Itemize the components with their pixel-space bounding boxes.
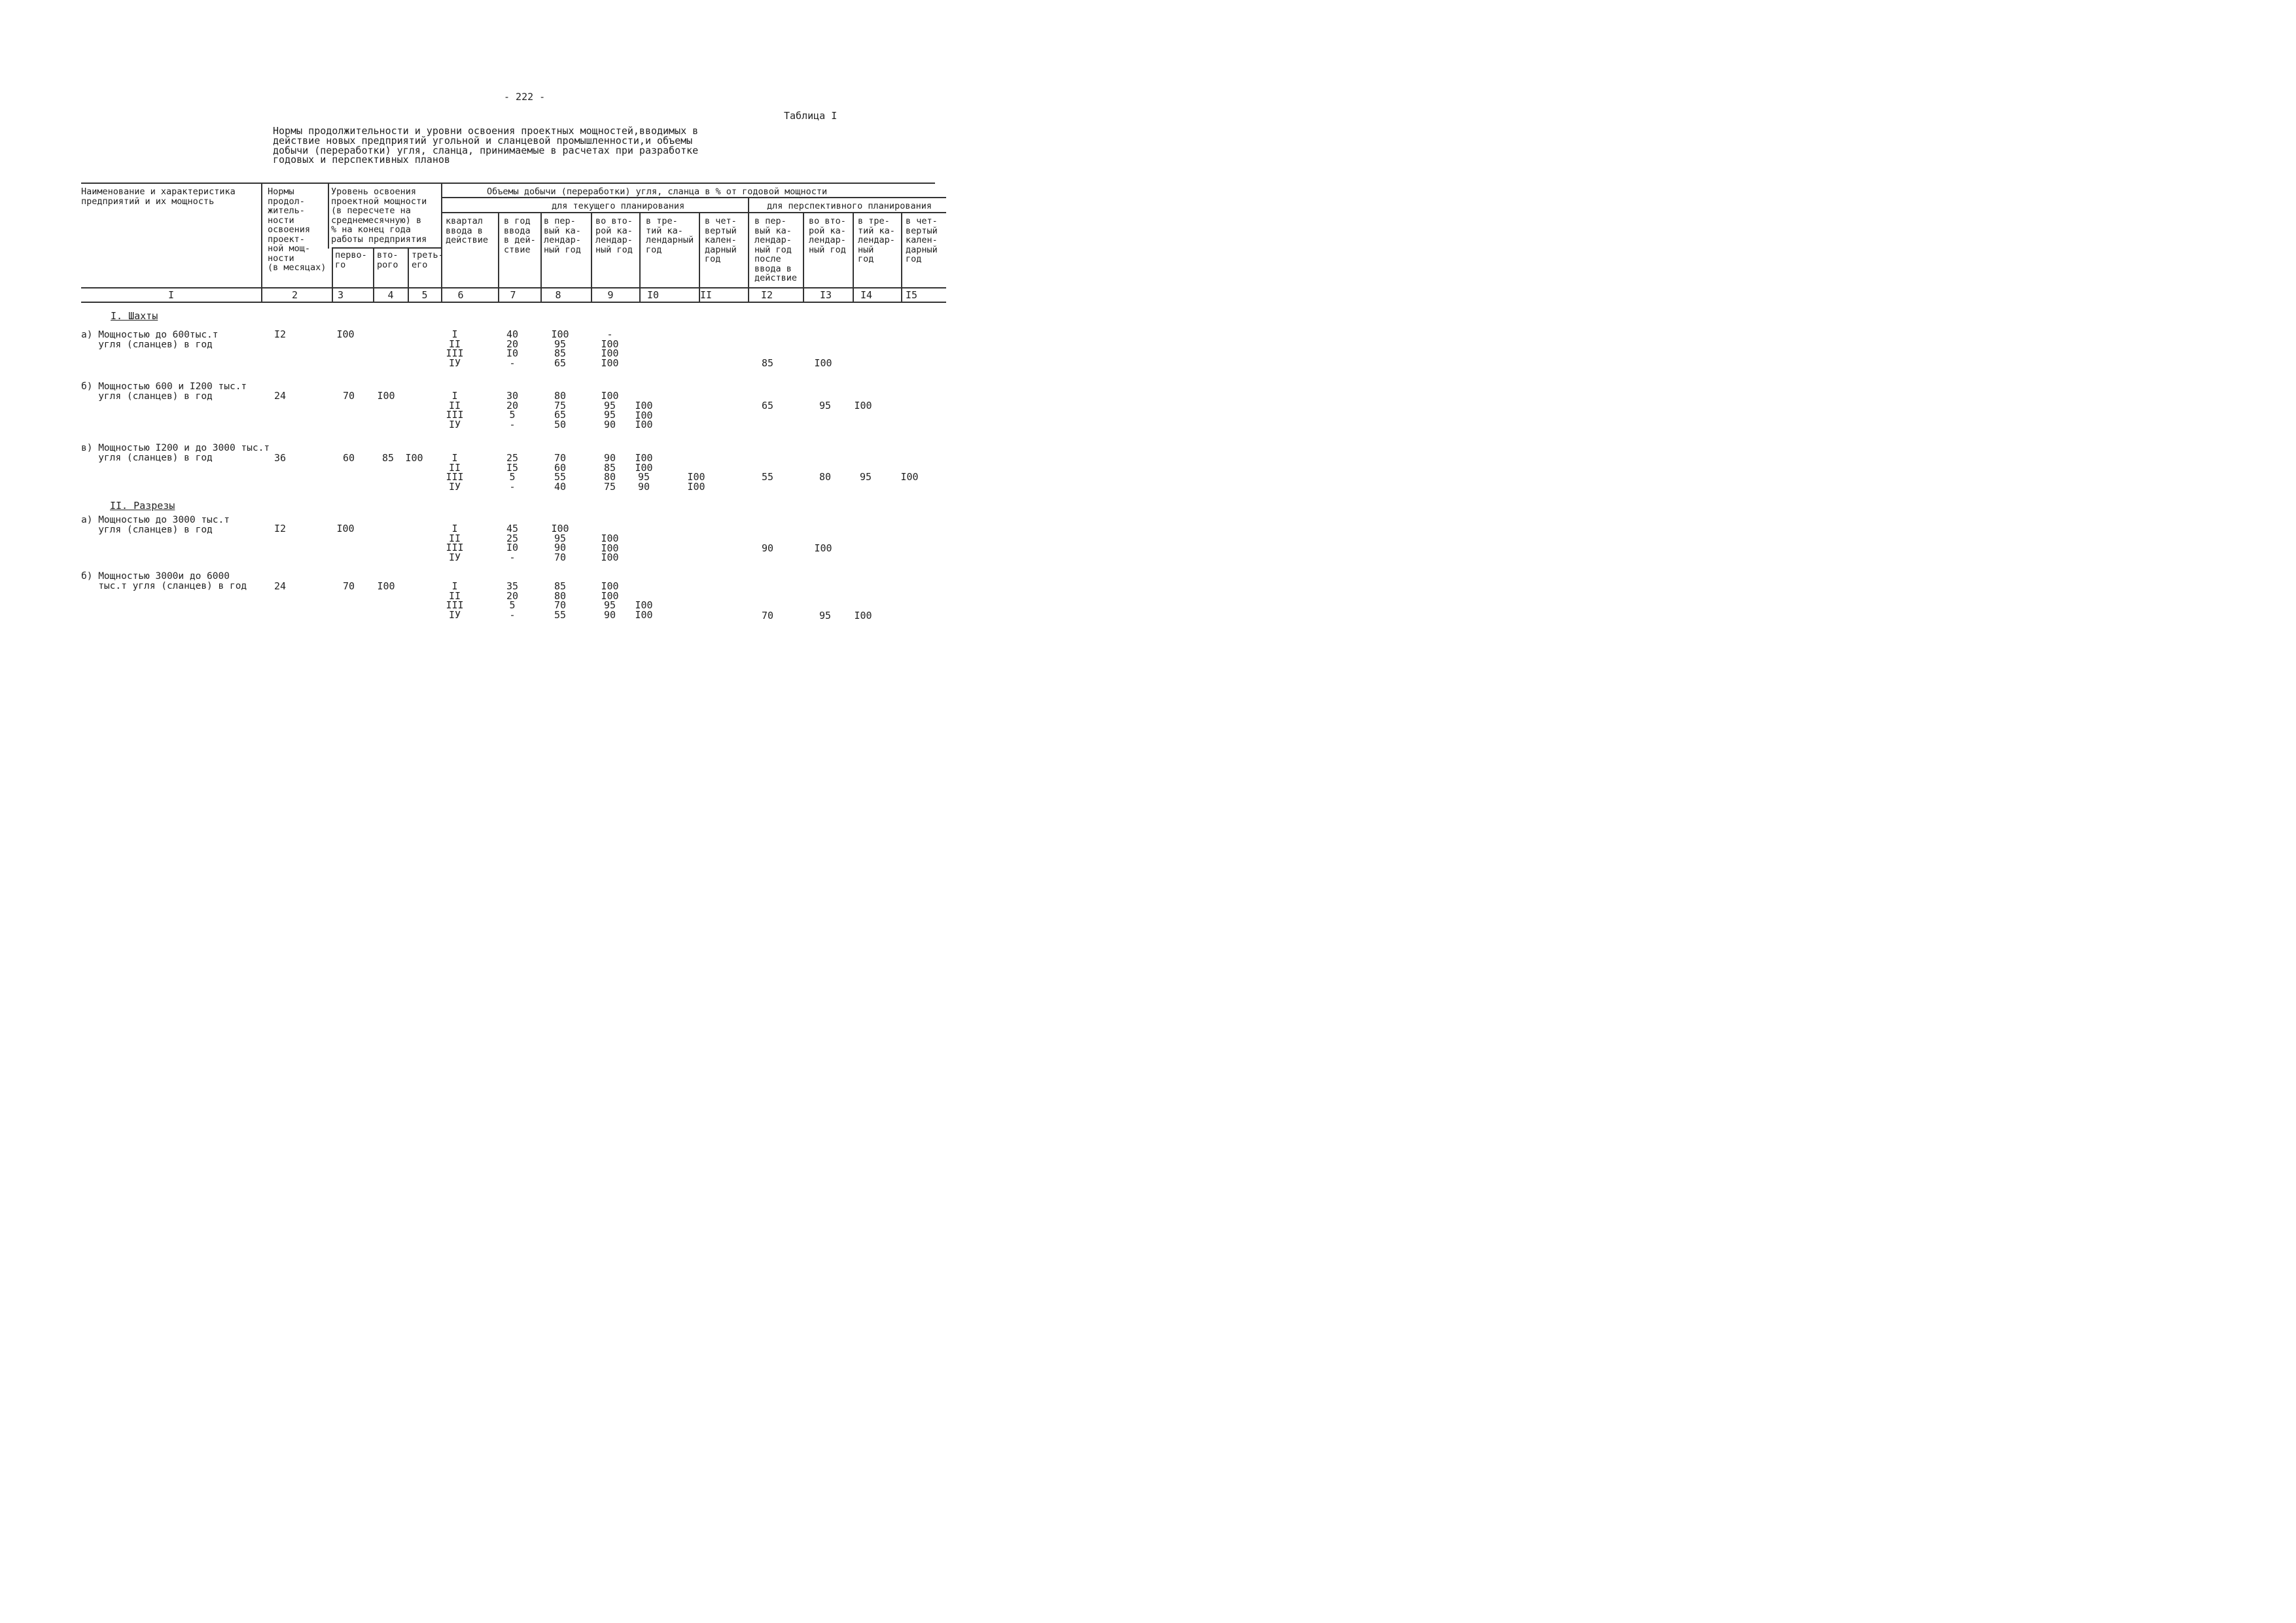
cell-c6: I II III IУ [446,328,464,369]
row-label: в) Мощностью I200 и до 3000 тыс.т угля (сланцев) в год [81,443,270,463]
cell-c8: 70 60 55 40 [554,452,567,493]
col-number: 5 [421,289,428,301]
col-number: I3 [819,289,832,301]
col-number: 8 [555,289,561,301]
cell-c7: 30 20 5 - [506,390,519,430]
header-col7: в год ввода в дей- ствие [504,216,536,255]
col-number: I2 [760,289,773,301]
cell-c12: 65 [761,400,774,411]
cell-c12: 90 [761,542,774,554]
cell-c5: I00 [405,452,423,464]
cell-c13: 95 [819,610,832,621]
header-col10: в тре- тий ка- лендарный год [646,216,694,255]
header-col3: перво- го [335,250,367,270]
col-number: 7 [510,289,516,301]
cell-c6: I II III IУ [446,580,464,621]
row-label: а) Мощностью до 600тыс.т угля (сланцев) в год [81,330,219,350]
col-number: 6 [457,289,464,301]
cell-c14: I00 [854,610,872,621]
cell-c12: 70 [761,610,774,621]
cell-c12: 55 [761,471,774,483]
cell-c15: I00 [900,471,919,483]
header-col12: в пер- вый ка- лендар- ный год после ввода в действие [754,216,798,283]
row-label: б) Мощностью 3000и до 6000 тыс.т угля (сланцев) в год [81,571,247,591]
header-col11: в чет- вертый кален- дарный год [705,216,737,264]
cell-c7: 35 20 5 - [506,580,519,621]
col-number: 3 [338,289,344,301]
cell-c3: 70 [342,390,355,402]
cell-c13: 95 [819,400,832,411]
page-number: - 222 - [504,91,546,103]
cell-c13: I00 [814,542,832,554]
cell-c14: 95 [859,471,872,483]
cell-c9: I00 95 95 90 [601,390,619,430]
cell-c7: 25 I5 5 - [506,452,519,493]
row-label: б) Мощностью 600 и I200 тыс.т угля (сланцев) в год [81,381,247,402]
cell-c3: I00 [336,328,355,340]
col-number: I4 [860,289,873,301]
cell-c7: 40 20 I0 - [506,328,519,369]
cell-c13: I00 [814,357,832,369]
header-level-group: Уровень освоения проектной мощности (в пересчете на среднемесячную) в % на конец года работы предприятия [331,186,427,245]
cell-c2: 24 [274,390,287,402]
cell-c4: I00 [377,390,395,402]
col-number: II [699,289,713,301]
cell-c13: 80 [819,471,832,483]
cell-c9: 90 85 80 75 [603,452,616,493]
header-col8: в пер- вый ка- лендар- ный год [544,216,581,255]
cell-c2: I2 [274,328,287,340]
col-number: I0 [646,289,660,301]
cell-c8: 80 75 65 50 [554,390,567,430]
cell-c6: I II III IУ [446,523,464,563]
section-title-mines: I. Шахты [111,310,158,322]
header-col6: квартал ввода в действие [446,216,489,245]
header-volume-group: Объемы добычи (переработки) угля, сланца в % от годовой мощности [487,186,828,197]
header-col9: во вто- рой ка- лендар- ный год [595,216,633,255]
header-future-group: для перспективного планирования [767,201,932,211]
header-col15: в чет- вертый кален- дарный год [906,216,938,264]
col-number: 2 [291,289,298,301]
cell-c8: I00 95 85 65 [551,328,569,369]
cell-c3: 70 [342,580,355,592]
col-number: 4 [387,289,394,301]
cell-c6: I II III IУ [446,452,464,493]
cell-c9: I00 I00 I00 [601,532,619,564]
cell-c14: I00 [854,400,872,411]
cell-c2: I2 [274,523,287,534]
cell-c10: I00 I00 [635,599,653,621]
col-number: I [168,289,175,301]
cell-c8: I00 95 90 70 [551,523,569,563]
header-current-group: для текущего планирования [552,201,685,211]
cell-c7: 45 25 I0 - [506,523,519,563]
cell-c9: - I00 I00 I00 [601,328,619,369]
table-title: Нормы продолжительности и уровни освоения проектных мощностей,вводимых в действие новых предприятий угольной и сланцевой промышленности,и объемы добычи (переработки) угля, сланца, принимаемые в расчетах при разработке годовых и перспективных планов [273,125,699,166]
cell-c10: I00 I00 I00 [635,400,653,431]
header-col13: во вто- рой ка- лендар- ный год [809,216,846,255]
header-col5: треть- его [412,250,444,270]
table-label: Таблица I [784,110,838,122]
cell-c4: 85 [381,452,395,464]
cell-c2: 24 [274,580,287,592]
cell-c4: I00 [377,580,395,592]
cell-c3: I00 [336,523,355,534]
cell-c9: I00 I00 95 90 [601,580,619,621]
col-number: I5 [905,289,918,301]
cell-c3: 60 [342,452,355,464]
cell-c11: I00 I00 [687,471,705,493]
cell-c8: 85 80 70 55 [554,580,567,621]
header-col2: Нормы продол- житель- ности освоения проект- ной мощ- ности (в месяцах) [268,186,327,273]
cell-c12: 85 [761,357,774,369]
cell-c10: I00 I00 95 90 [635,452,653,493]
cell-c2: 36 [274,452,287,464]
table-body [0,0,1019,721]
header-col4: вто- рого [377,250,398,270]
row-label: а) Мощностью до 3000 тыс.т угля (сланцев) в год [81,515,230,535]
header-col14: в тре- тий ка- лендар- ный год [858,216,895,264]
header-col1: Наименование и характеристика предприятий и их мощность [81,186,236,207]
section-title-pits: II. Разрезы [110,500,175,512]
col-number: 9 [607,289,614,301]
cell-c6: I II III IУ [446,390,464,430]
